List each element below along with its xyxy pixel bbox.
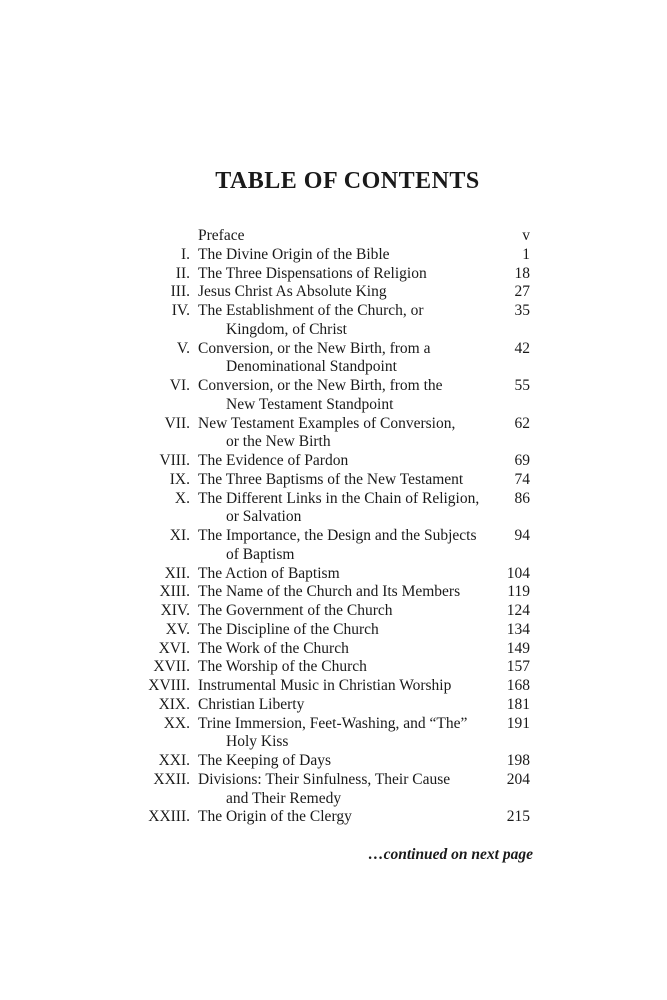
toc-entry-title: Conversion, or the New Birth, from a Denominational Standpoint: [198, 339, 431, 376]
toc-entry-page: 94: [514, 527, 530, 544]
toc-entry: [133, 283, 530, 302]
toc-entry: [133, 715, 530, 753]
toc-entry-title: The Origin of the Clergy: [198, 808, 352, 826]
toc-entry: [133, 527, 530, 565]
toc-entry-numeral: XI.: [169, 527, 190, 544]
toc-entry-page: 18: [514, 264, 530, 282]
toc-entry-title: The Worship of the Church: [198, 658, 367, 676]
toc-entry-page: 149: [506, 639, 530, 657]
toc-entry-title: The Divine Origin of the Bible: [198, 245, 390, 263]
toc-entry-title: The Evidence of Pardon: [198, 452, 349, 469]
toc-entry-page: 204: [506, 770, 530, 788]
toc-entry: [133, 583, 530, 602]
toc-entry-numeral: IV.: [171, 302, 190, 319]
toc-entry-numeral: IX.: [169, 470, 190, 488]
toc-entry: [133, 808, 530, 827]
toc-entry-page: 119: [507, 583, 530, 601]
toc-entry-title: The Three Dispensations of Religion: [198, 264, 427, 282]
toc-entry-numeral: XXIII.: [148, 808, 190, 826]
toc-entry-title: Instrumental Music in Christian Worship: [198, 677, 452, 694]
toc-entry-numeral: XXI.: [158, 752, 190, 769]
toc-entry-title: The Work of the Church: [198, 639, 349, 657]
toc-entry-numeral: XII.: [164, 564, 190, 582]
toc-entry-title: The Action of Baptism: [198, 564, 340, 582]
toc-entry-numeral: XIX.: [158, 695, 190, 713]
toc-entry: [133, 621, 530, 640]
toc-entry-page: 215: [506, 808, 530, 826]
toc-entry-numeral: XIV.: [160, 602, 190, 619]
toc-entry-page: 35: [514, 302, 530, 319]
toc-entry: [133, 471, 530, 490]
toc-entry-title: Trine Immersion, Feet-Washing, and “The” Holy Kiss: [198, 714, 468, 751]
toc-entry: [133, 227, 530, 246]
toc-entry-numeral: XVI.: [158, 639, 190, 657]
toc-entry-page: 168: [506, 677, 530, 694]
toc-entry-page: 104: [506, 564, 530, 582]
toc-entry: [133, 752, 530, 771]
toc-entry-title: The Government of the Church: [198, 602, 393, 619]
toc-entry-title: The Establishment of the Church, or Kingdom, of Christ: [198, 302, 424, 338]
toc-entry: [133, 677, 530, 696]
toc-entry-numeral: XVII.: [153, 658, 190, 676]
toc-entry-page: 27: [514, 283, 530, 301]
toc-entry-page: 157: [506, 658, 530, 676]
toc-entry-title: Christian Liberty: [198, 695, 305, 713]
toc-entry-title: The Keeping of Days: [198, 752, 331, 769]
toc-entry-numeral: XXII.: [153, 770, 190, 788]
toc-entry: [133, 415, 530, 453]
toc-entry: [133, 340, 530, 378]
toc-entry-title: The Three Baptisms of the New Testament: [198, 470, 464, 488]
toc-entry-page: 55: [514, 377, 530, 394]
toc-entry-numeral: XVIII.: [148, 677, 190, 694]
toc-entry-title: The Different Links in the Chain of Religion, or Salvation: [198, 489, 480, 526]
toc-entry-numeral: VIII.: [159, 452, 190, 469]
toc-entry-page: 69: [514, 452, 530, 469]
toc-entry-title: Preface: [198, 227, 245, 244]
toc-entry: [133, 377, 530, 415]
toc-entry: [133, 490, 530, 528]
toc-entry-title: Divisions: Their Sinfulness, Their Cause and Their Remedy: [198, 770, 451, 807]
continued-note: …continued on next page: [368, 846, 533, 863]
toc-entry-page: 181: [506, 695, 530, 713]
toc-entry: [133, 452, 530, 471]
toc-entry-title: The Importance, the Design and the Subjects of Baptism: [198, 527, 477, 563]
toc-entry-page: 1: [522, 245, 530, 263]
toc-entry-page: 74: [514, 470, 530, 488]
toc-entry: [133, 565, 530, 584]
toc-entry-page: v: [522, 227, 530, 244]
toc-entry-numeral: V.: [176, 339, 190, 357]
toc-entry: [133, 640, 530, 659]
toc-entry-page: 86: [514, 489, 530, 507]
toc-entry-numeral: XIII.: [159, 583, 190, 601]
toc-entry-page: 62: [514, 414, 530, 432]
toc-entry-page: 42: [514, 339, 530, 357]
toc-entry: [133, 771, 530, 809]
toc-entry: [133, 696, 530, 715]
toc-list: [133, 227, 530, 827]
toc-entry-title: The Name of the Church and Its Members: [198, 583, 461, 601]
toc-entry-page: 198: [506, 752, 530, 769]
toc-entry-title: The Discipline of the Church: [198, 620, 379, 638]
page-title: TABLE OF CONTENTS: [215, 168, 480, 194]
toc-entry-page: 191: [506, 714, 530, 732]
toc-entry-numeral: X.: [174, 489, 190, 507]
toc-entry: [133, 265, 530, 284]
toc-entry-numeral: III.: [170, 283, 190, 301]
toc-entry: [133, 246, 530, 265]
toc-entry: [133, 302, 530, 340]
toc-entry-numeral: VI.: [169, 377, 190, 394]
toc-entry-numeral: XV.: [165, 620, 190, 638]
toc-entry-numeral: I.: [180, 245, 190, 263]
toc-entry-numeral: VII.: [164, 414, 190, 432]
toc-entry-title: Conversion, or the New Birth, from the New Testament Standpoint: [198, 377, 443, 413]
toc-entry-page: 134: [506, 620, 530, 638]
toc-entry-title: Jesus Christ As Absolute King: [198, 283, 387, 301]
toc-entry-title: New Testament Examples of Conversion, or the New Birth: [198, 414, 456, 451]
toc-entry-numeral: II.: [175, 264, 190, 282]
toc-entry: [133, 658, 530, 677]
toc-entry: [133, 602, 530, 621]
toc-entry-page: 124: [506, 602, 530, 619]
toc-entry-numeral: XX.: [163, 714, 190, 732]
